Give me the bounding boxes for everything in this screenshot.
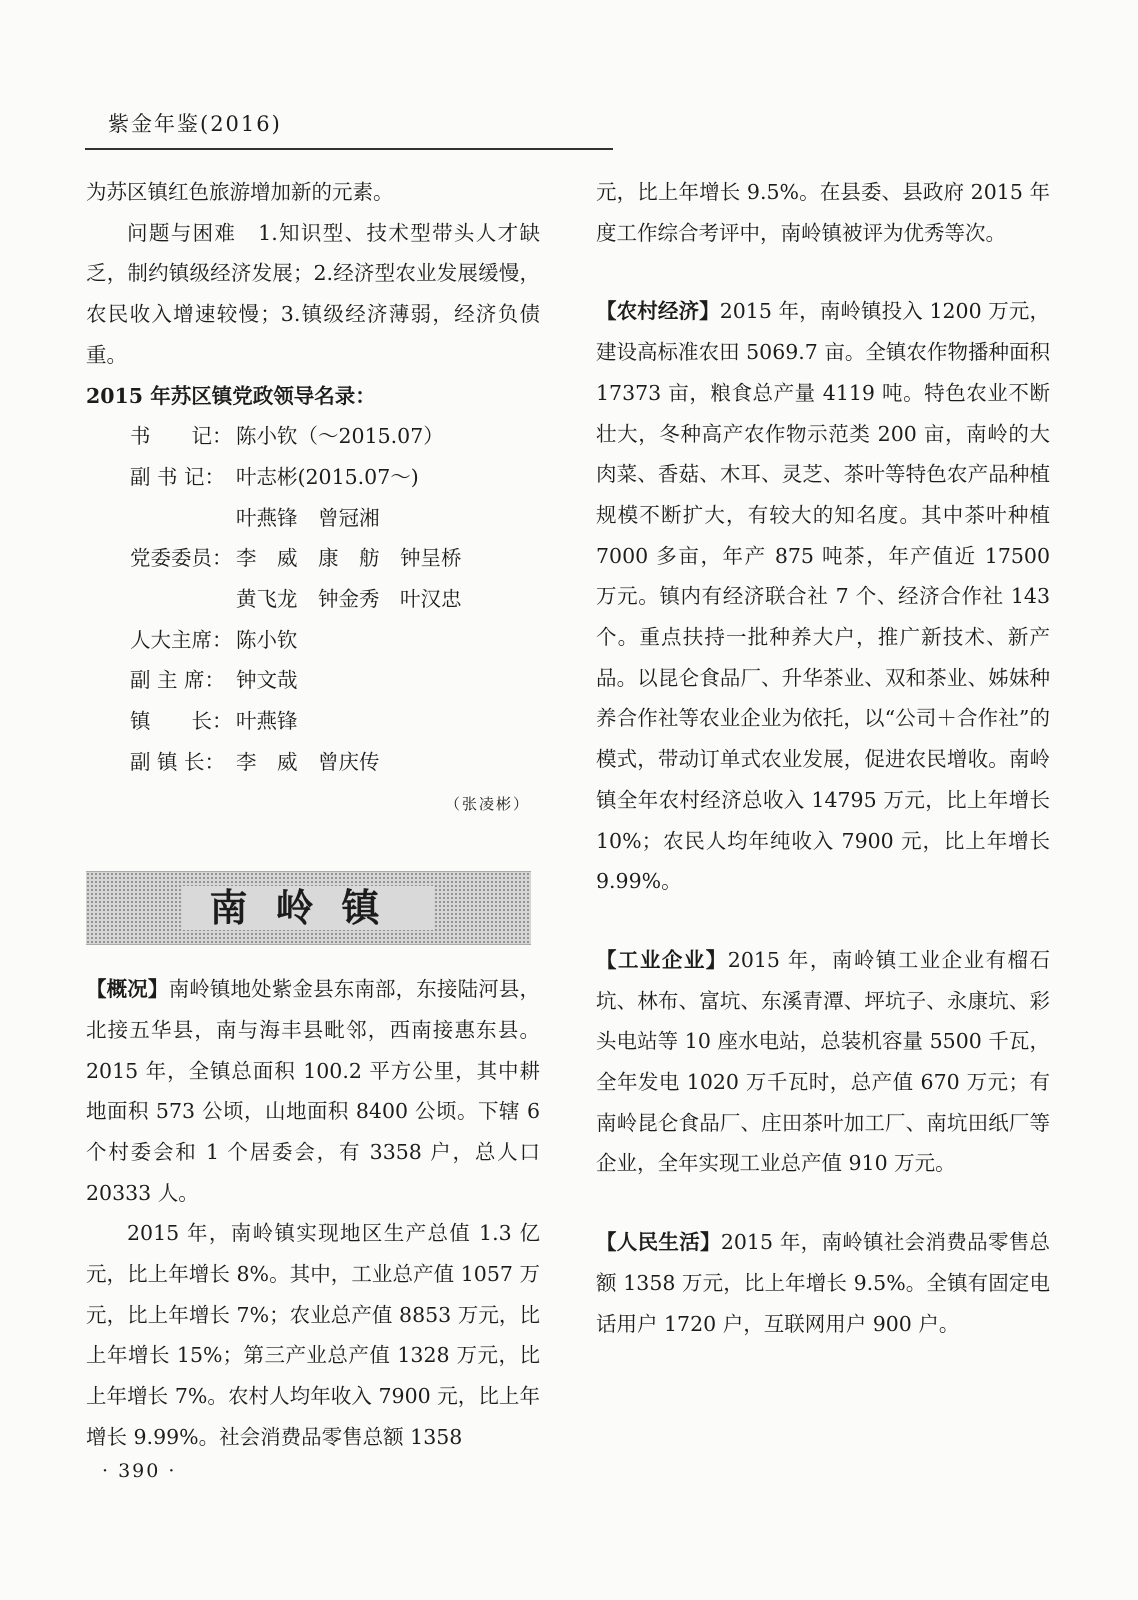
roster-names: 陈小钦	[236, 627, 298, 652]
roster-names: 黄飞龙 钟金秀 叶汉忠	[236, 586, 462, 611]
overview-tag: 【概况】	[86, 977, 169, 1002]
roster-names: 叶燕锋	[236, 709, 298, 734]
leader-roster	[86, 416, 540, 782]
leader-list-title: 2015 年苏区镇党政领导名录：	[86, 383, 376, 408]
roster-role: 人大主席：	[130, 627, 233, 652]
roster-names: 李 威 康 舫 钟呈桥	[236, 546, 462, 571]
page-number: · 390 ·	[102, 1460, 177, 1482]
section-title: 南岭镇	[183, 886, 433, 931]
living-text: 2015 年，南岭镇社会消费品零售总额 1358 万元，比上年增长 9.5%。全镇有固定电话用户 1720 户，互联网用户 900 户。	[596, 1230, 1051, 1336]
roster-row	[86, 538, 540, 579]
running-title: 紫金年鉴(2016)	[108, 112, 282, 136]
paragraph-economy: 2015 年，南岭镇实现地区生产总值 1.3 亿元，比上年增长 8%。其中，工业总产值 1057 万元，比上年增长 7%；农业总产值 8853 万元，比上年增长 15%；第三产业总产值 1328 万元，比上年增长 7%。农村人均年收入 7900 元，比上年增长 9.99%。社会消费品零售总额 1358	[86, 1221, 540, 1449]
section-banner	[86, 871, 531, 945]
roster-role: 镇 长：	[130, 709, 233, 734]
paragraph-problems: 问题与困难 1.知识型、技术型带头人才缺乏，制约镇级经济发展；2.经济型农业发展缓慢，农民收入增速较慢；3.镇级经济薄弱，经济负债重。	[86, 220, 540, 367]
paragraph-industry	[596, 940, 1050, 1184]
roster-names: 李 威 曾庆传	[236, 749, 380, 774]
roster-row	[86, 660, 540, 701]
paragraph-continuation-right: 元，比上年增长 9.5%。在县委、县政府 2015 年度工作综合考评中，南岭镇被评为优秀等次。	[596, 180, 1050, 245]
paragraph-rural-economy	[596, 291, 1050, 902]
roster-role: 副 镇 长：	[130, 749, 226, 774]
roster-row	[86, 701, 540, 742]
living-tag: 【人民生活】	[596, 1230, 721, 1255]
rural-economy-tag: 【农村经济】	[596, 299, 720, 324]
roster-names: 钟文哉	[236, 668, 298, 693]
rural-economy-text: 2015 年，南岭镇投入 1200 万元，建设高标准农田 5069.7 亩。全镇农作物播种面积 17373 亩，粮食总产量 4119 吨。特色农业不断壮大，冬种高产农作物示范类 200 亩，南岭的大肉菜、香菇、木耳、灵芝、茶叶等特色农产品种植规模不断扩大，有较大的知名度。其中茶叶种植 7000 多亩，年产 875 吨茶，年产值近 17500 万元。镇内有经济联合社 7 个、经济合作社 143 个。重点扶持一批种养大户，推广新技术、新产品。以昆仑食品厂、升华茶业、双和茶业、姊妹种养合作社等农业企业为依托，以“公司＋合作社”的模式，带动订单式农业发展，促进农民增收。南岭镇全年农村经济总收入 14795 万元，比上年增长 10%；农民人均年纯收入 7900 元，比上年增长 9.99%。	[596, 299, 1050, 894]
roster-role: 副 主 席：	[130, 668, 226, 693]
left-column	[86, 172, 540, 1458]
roster-role: 党委委员：	[130, 546, 233, 571]
roster-names: 陈小钦（～2015.07）	[236, 424, 444, 449]
paragraph-living	[596, 1222, 1050, 1344]
roster-row	[86, 416, 540, 457]
roster-row	[86, 742, 540, 783]
roster-role: 副 书 记：	[130, 464, 226, 489]
overview-text: 南岭镇地处紫金县东南部，东接陆河县，北接五华县，南与海丰县毗邻，西南接惠东县。2015 年，全镇总面积 100.2 平方公里，其中耕地面积 573 公顷，山地面积 8400 公顷。下辖 6 个村委会和 1 个居委会，有 3358 户，总人口 20333 人。	[86, 977, 541, 1205]
header-rule	[85, 148, 613, 150]
roster-names: 叶燕锋 曾冠湘	[236, 505, 380, 530]
roster-row	[86, 620, 540, 661]
roster-row	[86, 457, 540, 498]
roster-row	[86, 498, 540, 539]
industry-text: 2015 年，南岭镇工业企业有榴石坑、林布、富坑、东溪青潭、坪坑子、永康坑、彩头电站等 10 座水电站，总装机容量 5500 千瓦，全年发电 1020 万千瓦时，总产值 670 万元；有南岭昆仑食品厂、庄田茶叶加工厂、南坑田纸厂等企业，全年实现工业总产值 910 万元。	[596, 947, 1051, 1176]
paragraph-continuation: 为苏区镇红色旅游增加新的元素。	[86, 180, 394, 204]
right-column	[596, 172, 1050, 1344]
industry-tag: 【工业企业】	[596, 947, 728, 972]
paragraph-overview	[86, 969, 540, 1213]
roster-names: 叶志彬(2015.07～)	[236, 464, 419, 489]
roster-row	[86, 579, 540, 620]
author-credit: （张凌彬）	[444, 795, 530, 814]
roster-role: 书 记：	[130, 424, 233, 449]
